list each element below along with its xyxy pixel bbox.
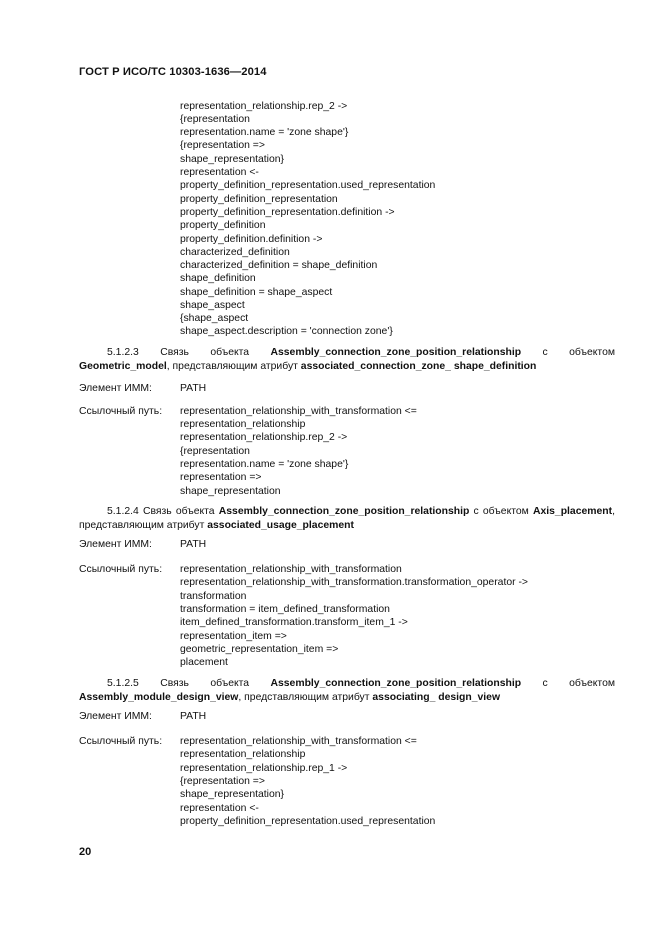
element-label: Элемент ИММ:: [79, 711, 152, 722]
ref-path-label: Ссылочный путь:: [79, 736, 163, 747]
path-line: representation <-: [180, 803, 259, 814]
path-line: characterized_definition = shape_definition: [180, 260, 378, 271]
element-value: PATH: [180, 383, 207, 394]
path-line: item_defined_transformation.transform_item_1 ->: [180, 617, 408, 628]
path-line: representation_relationship.rep_2 ->: [180, 432, 348, 443]
path-line: {shape_aspect: [180, 313, 249, 324]
element-label: Элемент ИММ:: [79, 539, 152, 550]
path-line: property_definition_representation.definition ->: [180, 207, 395, 218]
path-line: {representation =>: [180, 776, 265, 787]
paragraph-text: Связь объекта: [138, 506, 219, 517]
path-line: shape_definition = shape_aspect: [180, 287, 333, 298]
element-value: PATH: [180, 539, 207, 550]
element-label: Элемент ИММ:: [79, 383, 152, 394]
attribute-name: associated_usage_placement: [207, 519, 354, 531]
entity-name: Assembly_connection_zone_position_relationship: [218, 506, 470, 517]
path-line: {representation: [180, 114, 250, 125]
path-line: property_definition: [180, 220, 266, 231]
path-line: placement: [180, 657, 228, 668]
paragraph-text: с объектом: [469, 506, 533, 517]
attribute-name: associating_ design_view: [372, 691, 501, 703]
document-header: ГОСТ Р ИСО/ТС 10303-1636—2014: [79, 66, 267, 78]
path-line: shape_representation}: [180, 789, 284, 800]
path-line: representation_item =>: [180, 631, 287, 642]
path-line: representation.name = 'zone shape'}: [180, 459, 349, 470]
path-line: representation_relationship_with_transformation <=: [180, 406, 417, 417]
attribute-name: associated_connection_zone_ shape_definition: [300, 360, 537, 372]
paragraph-text: с объектом: [521, 347, 615, 358]
path-line: {representation =>: [180, 140, 265, 151]
path-line: property_definition.definition ->: [180, 234, 323, 245]
path-line: characterized_definition: [180, 247, 290, 258]
path-line: representation <-: [180, 167, 259, 178]
page-number: 20: [79, 846, 92, 858]
path-line: representation =>: [180, 472, 262, 483]
target-entity-name: Axis_placement: [532, 506, 613, 517]
entity-name: Assembly_connection_zone_position_relationship: [270, 347, 522, 358]
path-line: {representation: [180, 446, 250, 457]
path-line: transformation: [180, 591, 247, 602]
path-line: shape_aspect: [180, 300, 245, 311]
target-entity-name: Assembly_module_design_view: [79, 691, 239, 703]
paragraph-text: Связь объекта: [138, 347, 271, 358]
section-number: 5.1.2.5: [107, 678, 139, 689]
path-line: shape_representation}: [180, 154, 284, 165]
path-line: shape_definition: [180, 273, 256, 284]
path-line: representation_relationship_with_transformation <=: [180, 736, 417, 747]
element-value: PATH: [180, 711, 207, 722]
paragraph-text: , представляющим атрибут: [238, 691, 373, 703]
ref-path-label: Ссылочный путь:: [79, 564, 163, 575]
path-line: shape_aspect.description = 'connection zone'}: [180, 326, 393, 337]
ref-path-label: Ссылочный путь:: [79, 406, 163, 417]
entity-name: Assembly_connection_zone_position_relationship: [270, 678, 522, 689]
path-line: representation_relationship_with_transformation: [180, 564, 402, 575]
path-line: property_definition_representation.used_representation: [180, 816, 436, 827]
path-line: property_definition_representation: [180, 194, 338, 205]
path-line: shape_representation: [180, 486, 281, 497]
paragraph-text: , представляющим атрибут: [166, 360, 301, 372]
path-line: property_definition_representation.used_representation: [180, 180, 436, 191]
section-number: 5.1.2.3: [107, 347, 139, 358]
section-paragraph: [79, 505, 615, 532]
section-paragraph: [79, 677, 615, 704]
path-line: transformation = item_defined_transformation: [180, 604, 390, 615]
path-line: representation_relationship: [180, 749, 306, 760]
section-paragraph: [79, 346, 615, 373]
paragraph-text: Связь объекта: [138, 678, 271, 689]
path-line: representation_relationship.rep_1 ->: [180, 763, 348, 774]
paragraph-text: с объектом: [521, 678, 615, 689]
section-number: 5.1.2.4: [107, 506, 139, 517]
target-entity-name: Geometric_model: [79, 360, 167, 372]
path-line: geometric_representation_item =>: [180, 644, 339, 655]
path-line: representation_relationship_with_transformation.transformation_operator ->: [180, 577, 528, 588]
paragraph-text: , представляющим атрибут: [79, 506, 615, 531]
path-line: representation_relationship: [180, 419, 306, 430]
path-line: representation.name = 'zone shape'}: [180, 127, 349, 138]
path-line: representation_relationship.rep_2 ->: [180, 101, 348, 112]
